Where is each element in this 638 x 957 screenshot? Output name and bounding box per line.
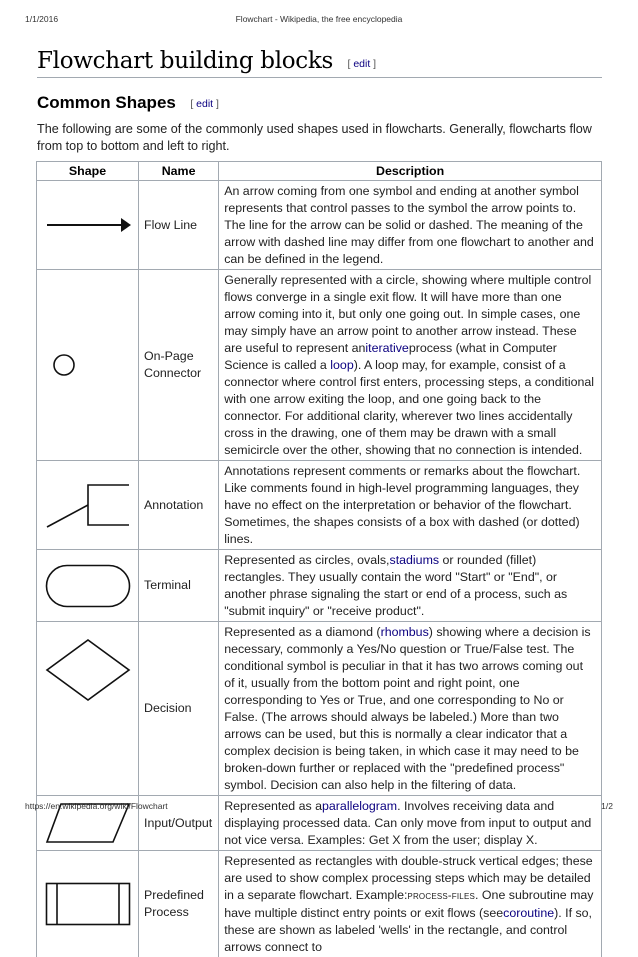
shape-cell [37, 550, 139, 622]
shape-cell [37, 181, 139, 270]
shape-cell [37, 461, 139, 550]
desc-text: ) showing where a decision is necessary, commonly a Yes/No question or True/False test. The conditional symbol is peculiar in that it has two arrows coming out of it, usually from the bottom point and right point, one corresponding to Yes or True, and one corresponding to No or False. (The arrows should always be labeled.) More than two arrows can be used, but this is normally a clear indicator that a complex decision is being taken, in which case it may need to be broken-down further or replaced with the "predefined process" symbol. Decision can also help in the filtering of data. [224, 625, 590, 792]
table-row [37, 270, 602, 461]
desc-text: process (what in Computer Science is called a [224, 341, 557, 372]
desc-text: An arrow coming from one symbol and ending at another symbol represents that control passes to the symbol the arrow points to. The line for the arrow can be solid or dashed. The meaning of the arrow with dashed line may differ from one flowchart to another and can be defined in the legend. [224, 184, 594, 266]
shape-description [219, 461, 602, 550]
shape-name: Input/Output [139, 796, 219, 851]
desc-text: Represented as a diamond ( [224, 625, 380, 639]
section-title: Flowchart building blocks [37, 48, 333, 74]
shape-name: Predefined Process [139, 851, 219, 957]
table-row [37, 622, 602, 796]
desc-text: Represented as a [224, 799, 322, 813]
subsection-title: Common Shapes [37, 93, 176, 112]
shape-cell [37, 270, 139, 461]
shape-name: Decision [139, 622, 219, 796]
table-row [37, 181, 602, 270]
terminal-stadium-icon [45, 564, 131, 608]
header-description: Description [219, 162, 602, 181]
bracket-open: [ [347, 58, 353, 70]
shape-cell [37, 622, 139, 796]
subsection-edit-link[interactable]: edit [196, 98, 213, 110]
circle-connector-icon [52, 353, 138, 377]
desc-text: ). If so, these are shown as labeled 'wells' in the rectangle, and control arrows connect to [224, 906, 592, 954]
shape-description [219, 181, 602, 270]
link-iterative[interactable]: iterative [365, 341, 408, 355]
link-stadiums[interactable]: stadiums [390, 553, 440, 567]
print-url: https://en.wikipedia.org/wiki/Flowchart [25, 801, 168, 811]
shape-name: Terminal [139, 550, 219, 622]
shape-description [219, 851, 602, 957]
print-date: 1/1/2016 [25, 14, 58, 24]
shape-description [219, 796, 602, 851]
shape-cell [37, 851, 139, 957]
bracket-close: ] [370, 58, 376, 70]
section-heading [37, 48, 602, 78]
header-shape: Shape [37, 162, 139, 181]
link-parallelogram[interactable]: parallelogram [322, 799, 397, 813]
desc-text: Represented as circles, ovals, [224, 553, 389, 567]
link-coroutine[interactable]: coroutine [503, 906, 554, 920]
shape-description [219, 550, 602, 622]
bracket-close: ] [213, 98, 219, 110]
bracket-open: [ [190, 98, 196, 110]
shape-name: Flow Line [139, 181, 219, 270]
table-row [37, 461, 602, 550]
section-edit [347, 58, 376, 70]
desc-text: Generally represented with a circle, showing where multiple control flows converge in a single exit flow. It will have more than one arrow coming into it, but only one going out. In simple cases, one may simply have an arrow point to another arrow instead. These are useful to represent an [224, 273, 591, 355]
shape-name: Annotation [139, 461, 219, 550]
annotation-bracket-icon [45, 481, 131, 529]
link-rhombus[interactable]: rhombus [381, 625, 429, 639]
shape-description [219, 270, 602, 461]
desc-text: ). A loop may, for example, consist of a connector where control first enters, processing steps, a conditional with one arrow exiting the loop, and one going back to the connector. For additional clarity, wherever two lines accidentally cross in the drawing, one of them may be drawn with a small semicircle over the other, showing that no connection is intended. [224, 358, 594, 457]
predefined-process-icon [45, 882, 131, 926]
table-header-row [37, 162, 602, 181]
shape-name: On-Page Connector [139, 270, 219, 461]
desc-text: Annotations represent comments or remarks about the flowchart. Like comments found in high-level programming languages, they have no effect on the interpretation or behavior of the flowchart. Sometimes, the shapes consists of a box with dashed (or dotted) lines. [224, 464, 580, 546]
link-loop[interactable]: loop [330, 358, 353, 372]
decision-diamond-icon [45, 638, 131, 702]
desc-text: or rounded (fillet) rectangles. They usually contain the word "Start" or "End", or another phrase signaling the start or end of a process, such as "submit inquiry" or "receive product". [224, 553, 567, 618]
print-page-number: 1/2 [601, 801, 613, 811]
shape-description [219, 622, 602, 796]
header-name: Name [139, 162, 219, 181]
intro-paragraph: The following are some of the commonly used shapes used in flowcharts. Generally, flowcharts flow from top to bottom and left to right. [37, 121, 602, 155]
shapes-table [36, 161, 602, 957]
subsection-heading [37, 93, 219, 113]
code-process-files: process-files [407, 890, 475, 902]
section-edit-link[interactable]: edit [353, 58, 370, 70]
flow-line-arrow-icon [45, 218, 131, 232]
desc-text: . Involves receiving data and displaying processed data. Can only move from input to output and not vice versa. Examples: Get X from the user; display X. [224, 799, 591, 847]
subsection-edit [190, 98, 219, 110]
desc-text: Represented as rectangles with double-struck vertical edges; these are used to show complex processing steps which may be detailed in a separate flowchart. Example: [224, 854, 592, 902]
print-page-title: Flowchart - Wikipedia, the free encyclopedia [0, 14, 638, 24]
table-row [37, 550, 602, 622]
table-row [37, 851, 602, 957]
desc-text: . One subroutine may have multiple distinct entry points or exit flows (see [224, 888, 593, 920]
